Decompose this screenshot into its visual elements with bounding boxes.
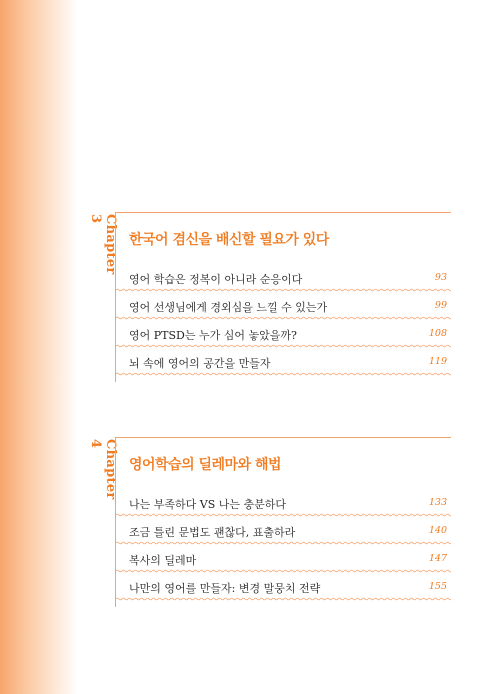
toc-entry[interactable] [116,292,451,320]
chapter-label: Chapter 4 [88,439,118,500]
wavy-divider [116,372,451,376]
toc-entry-title: 나는 부족하다 VS 나는 충분하다 [129,498,286,511]
toc-entry-title: 나만의 영어를 만들자: 변경 말뭉치 전략 [129,582,321,595]
toc-list [116,489,451,601]
toc-entry-page: 133 [428,497,447,508]
toc-entry[interactable] [116,320,451,348]
toc-entry[interactable] [116,517,451,545]
toc-entry-page: 155 [428,581,447,592]
chapter-title: 한국어 겸신을 배신할 필요가 있다 [129,232,329,248]
wavy-divider [116,597,451,601]
toc-entry-page: 93 [434,272,447,283]
toc-entry-title: 영어 학습은 정복이 아니라 순응이다 [129,273,303,286]
toc-entry-page: 147 [428,553,447,564]
toc-entry[interactable] [116,573,451,601]
chapter-divider [116,212,451,213]
toc-entry[interactable] [116,545,451,573]
chapter-box [115,437,451,607]
toc-entry-page: 108 [428,328,447,339]
toc-entry[interactable] [116,264,451,292]
toc-entry[interactable] [116,489,451,517]
toc-entry-page: 140 [428,525,447,536]
toc-entry-title: 뇌 속에 영어의 공간을 만들자 [129,357,271,370]
toc-entry-page: 119 [428,356,447,367]
toc-list [116,264,451,376]
chapter-box [115,212,451,382]
chapter-label: Chapter 3 [88,214,118,275]
page-edge-gradient [0,0,78,694]
toc-entry-title: 영어 선생님에게 경외심을 느낄 수 있는가 [129,301,328,314]
chapter-divider [116,437,451,438]
chapter-title: 영어학습의 딜레마와 해법 [129,457,282,473]
toc-entry-title: 조금 틀린 문법도 괜찮다, 표출하라 [129,526,296,539]
toc-entry-title: 복사의 딜레마 [129,554,197,567]
toc-entry[interactable] [116,348,451,376]
toc-entry-page: 99 [434,300,447,311]
toc-entry-title: 영어 PTSD는 누가 심어 놓았을까? [129,329,297,342]
